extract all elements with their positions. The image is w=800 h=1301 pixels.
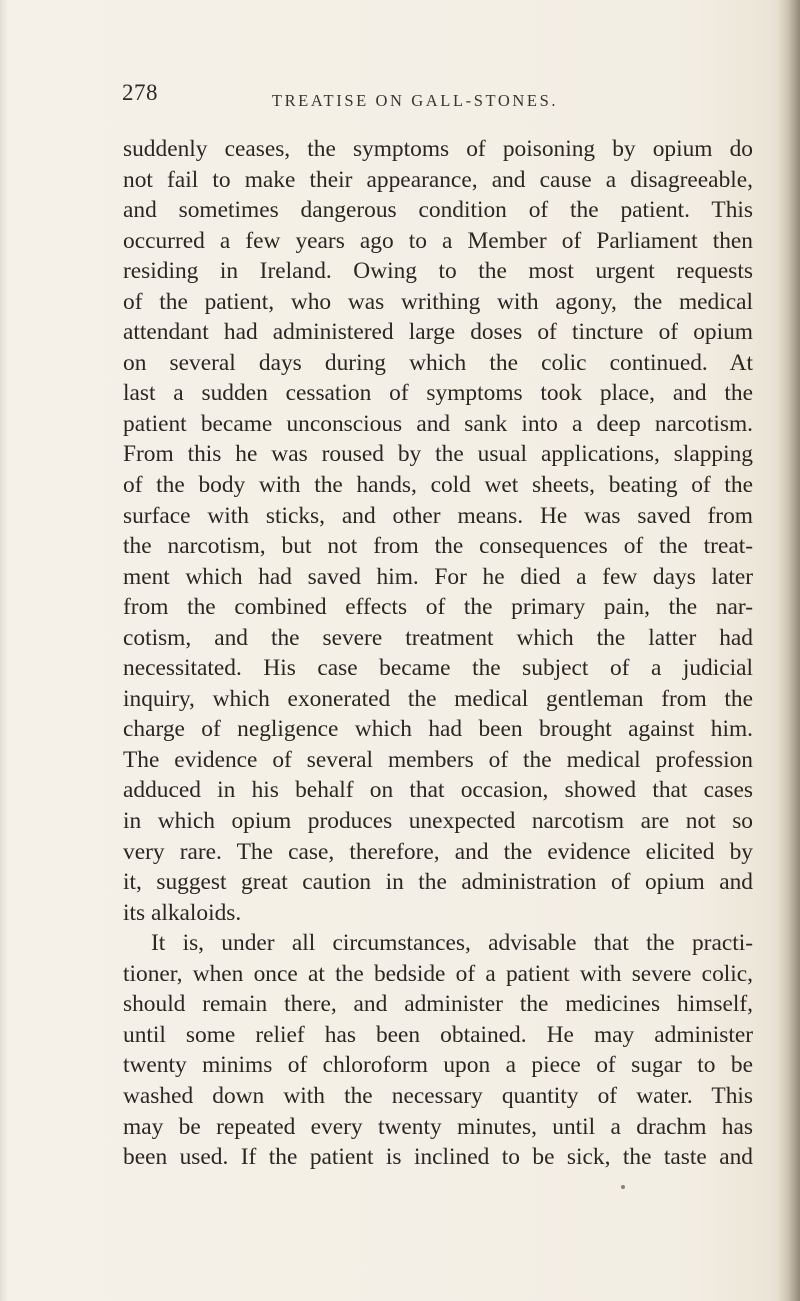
- text-line: may be repeated every twenty minutes, until a drachm has: [123, 1113, 753, 1140]
- text-line: inquiry, which exonerated the medical gentleman from the: [123, 685, 753, 712]
- text-line: occurred a few years ago to a Member of Parliament then: [123, 227, 753, 254]
- text-line: been used. If the patient is inclined to be sick, the taste and: [123, 1144, 753, 1171]
- page-edge-shadow: [778, 0, 800, 1301]
- text-line: suddenly ceases, the symptoms of poisoning by opium do: [123, 136, 753, 162]
- text-line: of the patient, who was writhing with agony, the medical: [123, 288, 753, 315]
- text-line: ment which had saved him. For he died a few days later: [123, 563, 753, 590]
- text-line: very rare. The case, therefore, and the evidence elicited by: [123, 838, 753, 865]
- text-line: of the body with the hands, cold wet sheets, beating of the: [123, 472, 753, 499]
- text-line: not fail to make their appearance, and cause a disagreeable,: [123, 166, 753, 193]
- text-line-paragraph-start: It is, under all circumstances, advisable that the practi-: [151, 930, 753, 957]
- text-line: charge of negligence which had been brought against him.: [123, 716, 753, 743]
- text-line: twenty minims of chloroform upon a piece of sugar to be: [123, 1052, 753, 1079]
- running-title: TREATISE ON GALL-STONES.: [271, 91, 559, 110]
- text-line: The evidence of several members of the medical profession: [123, 746, 753, 773]
- page-number: 278: [122, 80, 158, 105]
- gutter-shadow: [0, 0, 8, 1301]
- text-line: residing in Ireland. Owing to the most urgent requests: [123, 258, 753, 285]
- text-line: it, suggest great caution in the administration of opium and: [123, 869, 753, 896]
- paper-speck: [621, 1185, 625, 1189]
- text-line: in which opium produces unexpected narcotism are not so: [123, 808, 753, 835]
- text-line: tioner, when once at the bedside of a patient with severe colic,: [123, 960, 753, 987]
- text-line: cotism, and the severe treatment which the latter had: [123, 624, 753, 651]
- text-line: adduced in his behalf on that occasion, showed that cases: [123, 777, 753, 804]
- text-line: from the combined effects of the primary pain, the nar-: [123, 594, 753, 621]
- text-line: on several days during which the colic continued. At: [123, 349, 753, 376]
- text-line: should remain there, and administer the medicines himself,: [123, 991, 753, 1018]
- text-line: attendant had administered large doses of tincture of opium: [123, 319, 753, 346]
- text-line-paragraph-end: its alkaloids.: [123, 899, 242, 926]
- body-text: [123, 134, 753, 1173]
- text-line: the narcotism, but not from the consequences of the treat-: [123, 533, 753, 560]
- text-line: washed down with the necessary quantity of water. This: [123, 1082, 753, 1109]
- text-line: patient became unconscious and sank into a deep narcotism.: [123, 410, 753, 437]
- text-line: last a sudden cessation of symptoms took place, and the: [123, 380, 753, 407]
- text-line: necessitated. His case became the subject of a judicial: [123, 655, 753, 682]
- text-line: surface with sticks, and other means. He was saved from: [123, 502, 753, 529]
- text-line: until some relief has been obtained. He may administer: [123, 1021, 753, 1048]
- text-line: and sometimes dangerous condition of the patient. This: [123, 197, 753, 224]
- text-line: From this he was roused by the usual applications, slapping: [123, 441, 753, 468]
